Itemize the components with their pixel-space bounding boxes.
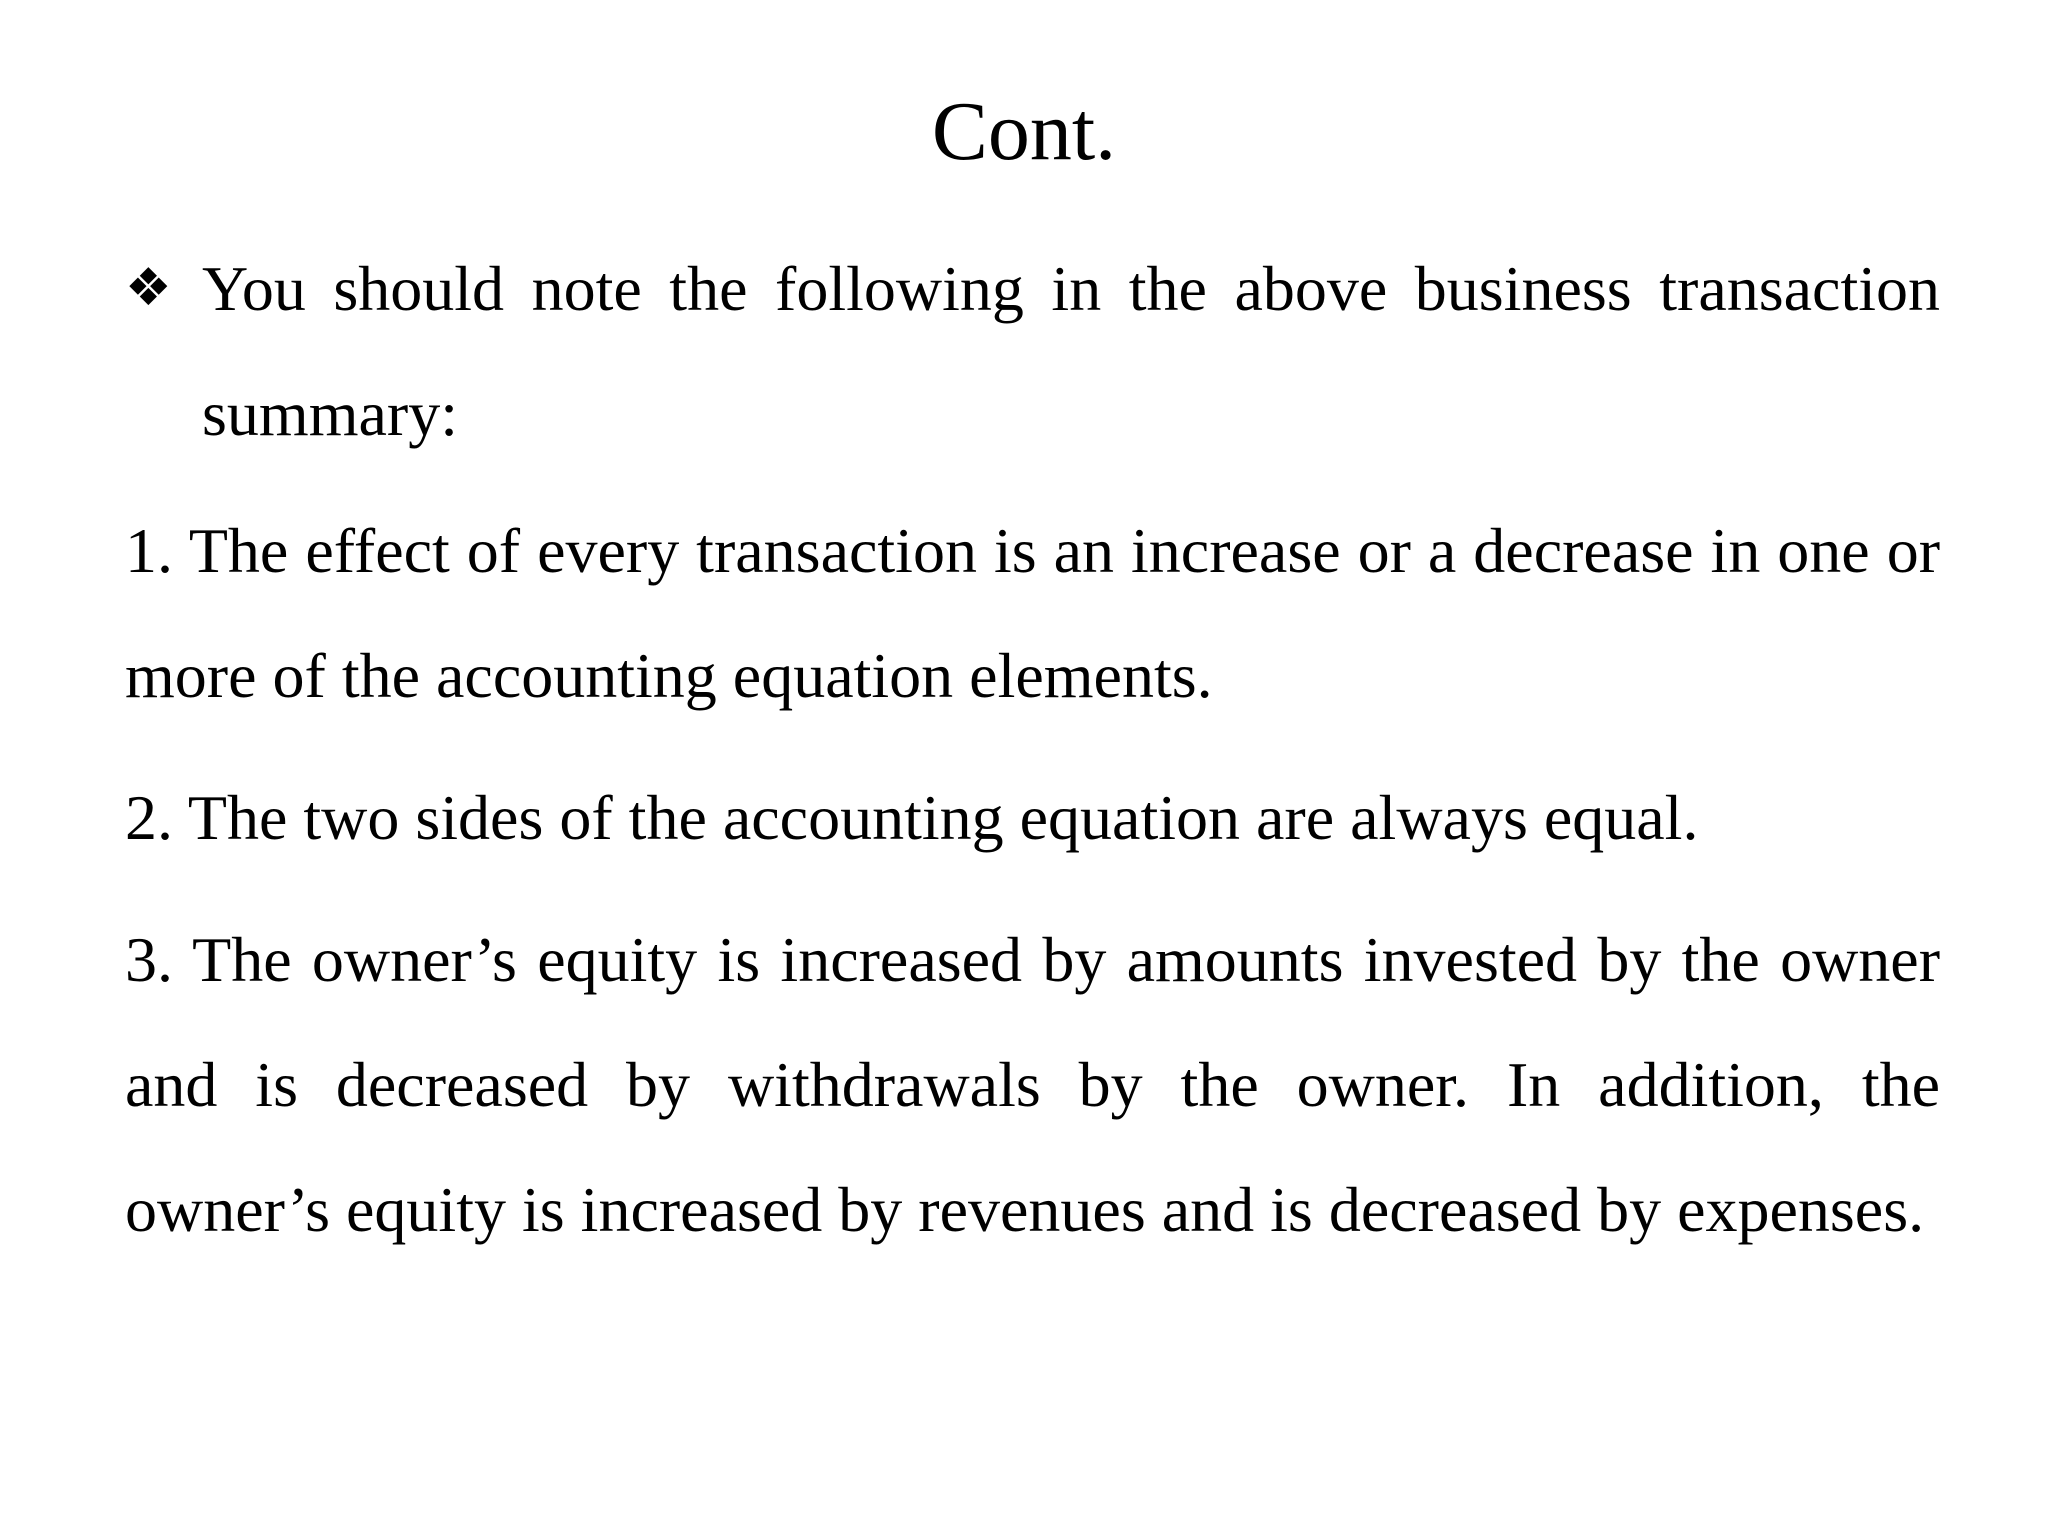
point-3: 3. The owner’s equity is increased by amounts invested by the owner and is decreased by withdrawals by the owner. In addition, the owner’s equity is increased by revenues and is decreased by expenses.: [125, 924, 1940, 1245]
diamond-bullet-icon: ❖: [125, 258, 172, 318]
intro-text: You should note the following in the above business transaction summary:: [202, 253, 1940, 449]
intro-bullet-paragraph: [125, 226, 1940, 476]
point-1: 1. The effect of every transaction is an increase or a decrease in one or more of the accounting equation elements.: [125, 515, 1940, 711]
point-2: 2. The two sides of the accounting equation are always equal.: [125, 782, 1699, 853]
slide-body: [125, 226, 1940, 1289]
slide-title: Cont.: [931, 85, 1117, 178]
